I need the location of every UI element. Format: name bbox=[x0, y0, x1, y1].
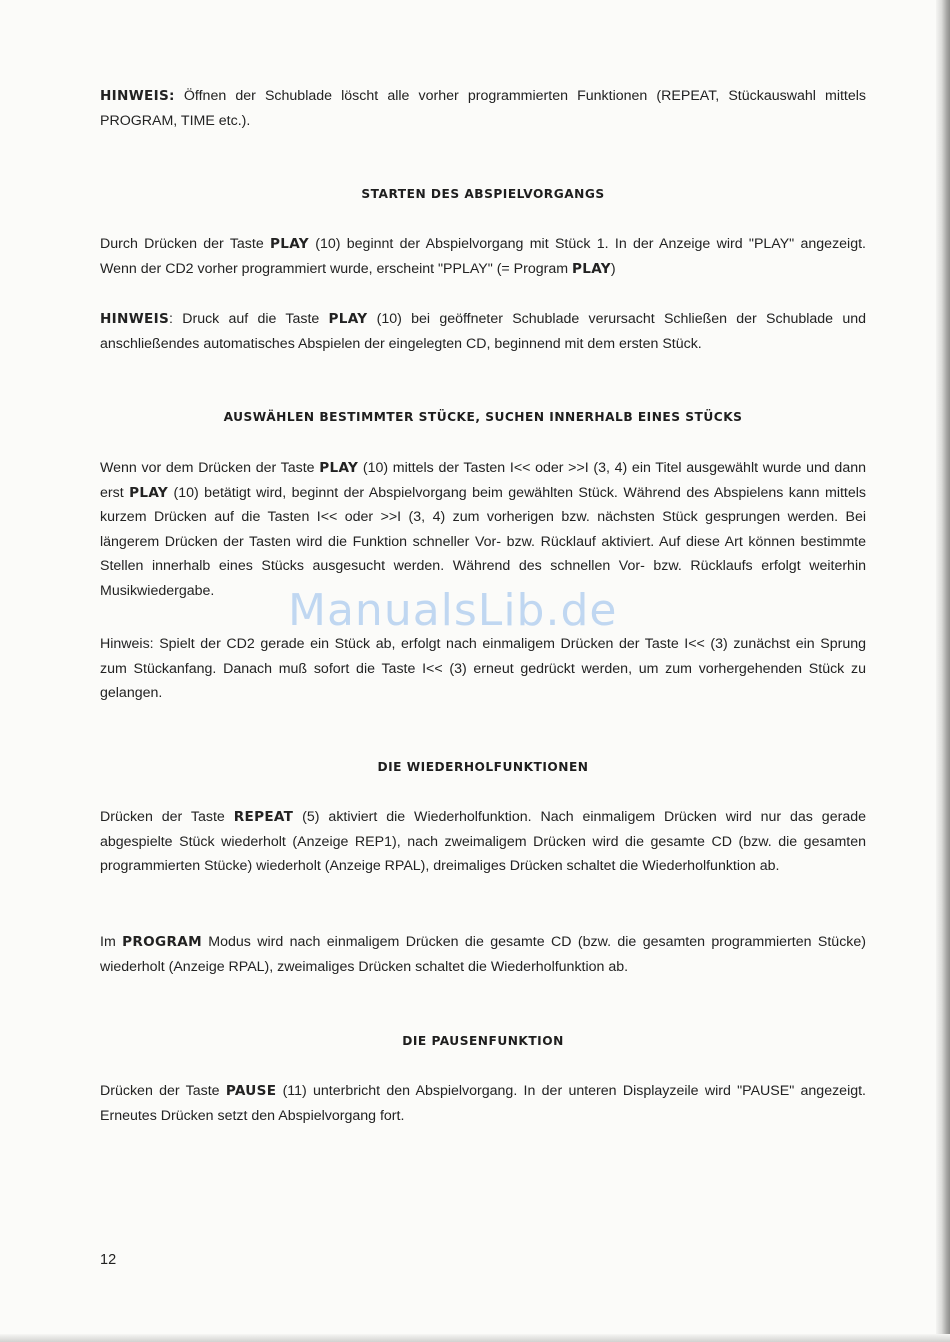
heading-starting-playback: STARTEN DES ABSPIELVORGANGS bbox=[361, 187, 605, 201]
page-number: 12 bbox=[100, 1252, 117, 1268]
program-repeat-paragraph: Im PROGRAM Modus wird nach einmaligem Drücken die gesamte CD (bzw. die gesamten programmierten Stücke) wiederholt (Anzeige RPAL), zweimaliges Drücken schaltet die Wiederholfunktion ab. bbox=[100, 934, 866, 975]
note-play-open-drawer-paragraph: HINWEIS: Druck auf die Taste PLAY (10) bei geöffneter Schublade verursacht Schließen der Schublade und anschließendes automatisches Abspielen der eingelegten CD, beginnend mit dem ersten Stück. bbox=[100, 311, 866, 352]
heading-repeat-functions: DIE WIEDERHOLFUNKTIONEN bbox=[377, 760, 589, 774]
track-selection-paragraph: Wenn vor dem Drücken der Taste PLAY (10) mittels der Tasten I<< oder >>I (3, 4) ein Titel ausgewählt wurde und dann erst PLAY (10) betätigt wird, beginnt der Abspielvorgang beim gewählten Stück. Während des Abspielens kann mittels kurzem Drücken auf die Tasten I<< oder >>I (3, 4) zum vorherigen bzw. nächsten Stück gesprungen werden. Bei längerem Drücken der Tasten wird die Funktion schneller Vor- bzw. Rücklauf aktiviert. Auf diese Art können bestimmte Stellen innerhalb eines Stücks ausgesucht werden. Während des schnellen Vor- bzw. Rücklaufs erfolgt weiterhin Musikwiedergabe. bbox=[100, 460, 867, 599]
pause-paragraph: Drücken der Taste PAUSE (11) unterbricht den Abspielvorgang. In der unteren Displayzeile wird "PAUSE" angezeigt. Erneutes Drücken setzt den Abspielvorgang fort. bbox=[100, 1083, 867, 1124]
heading-track-selection: AUSWÄHLEN BESTIMMTER STÜCKE, SUCHEN INNERHALB EINES STÜCKS bbox=[223, 410, 743, 424]
page-edge-shadow bbox=[936, 0, 950, 1342]
note-skip-back-paragraph: Hinweis: Spielt der CD2 gerade ein Stück ab, erfolgt nach einmaligem Drücken der Taste I<< (3) zunächst ein Sprung zum Stückanfang. Danach muß sofort die Taste I<< (3) erneut gedrückt werden, um zum vorhergehenden Stück zu gelangen. bbox=[100, 636, 866, 701]
page-bottom-shadow bbox=[0, 1334, 950, 1342]
note-drawer-paragraph: HINWEIS: Öffnen der Schublade löscht alle vorher programmierten Funktionen (REPEAT, Stückauswahl mittels PROGRAM, TIME etc.). bbox=[100, 88, 866, 129]
watermark-text: ManualsLib.de bbox=[288, 585, 618, 636]
repeat-paragraph: Drücken der Taste REPEAT (5) aktiviert die Wiederholfunktion. Nach einmaligem Drücken wird nur das gerade abgespielte Stück wiederholt (Anzeige REP1), nach zweimaligem Drücken wird die gesamte CD (bzw. die gesamten programmierten Stücke) wiederholt (Anzeige RPAL), dreimaliges Drücken schaltet die Wiederholfunktion ab. bbox=[100, 809, 866, 874]
heading-pause-function: DIE PAUSENFUNKTION bbox=[402, 1034, 564, 1048]
play-start-paragraph: Durch Drücken der Taste PLAY (10) beginnt der Abspielvorgang mit Stück 1. In der Anzeige wird "PLAY" angezeigt. Wenn der CD2 vorher programmiert wurde, erscheint "PPLAY" (= Program PLAY) bbox=[100, 236, 866, 277]
